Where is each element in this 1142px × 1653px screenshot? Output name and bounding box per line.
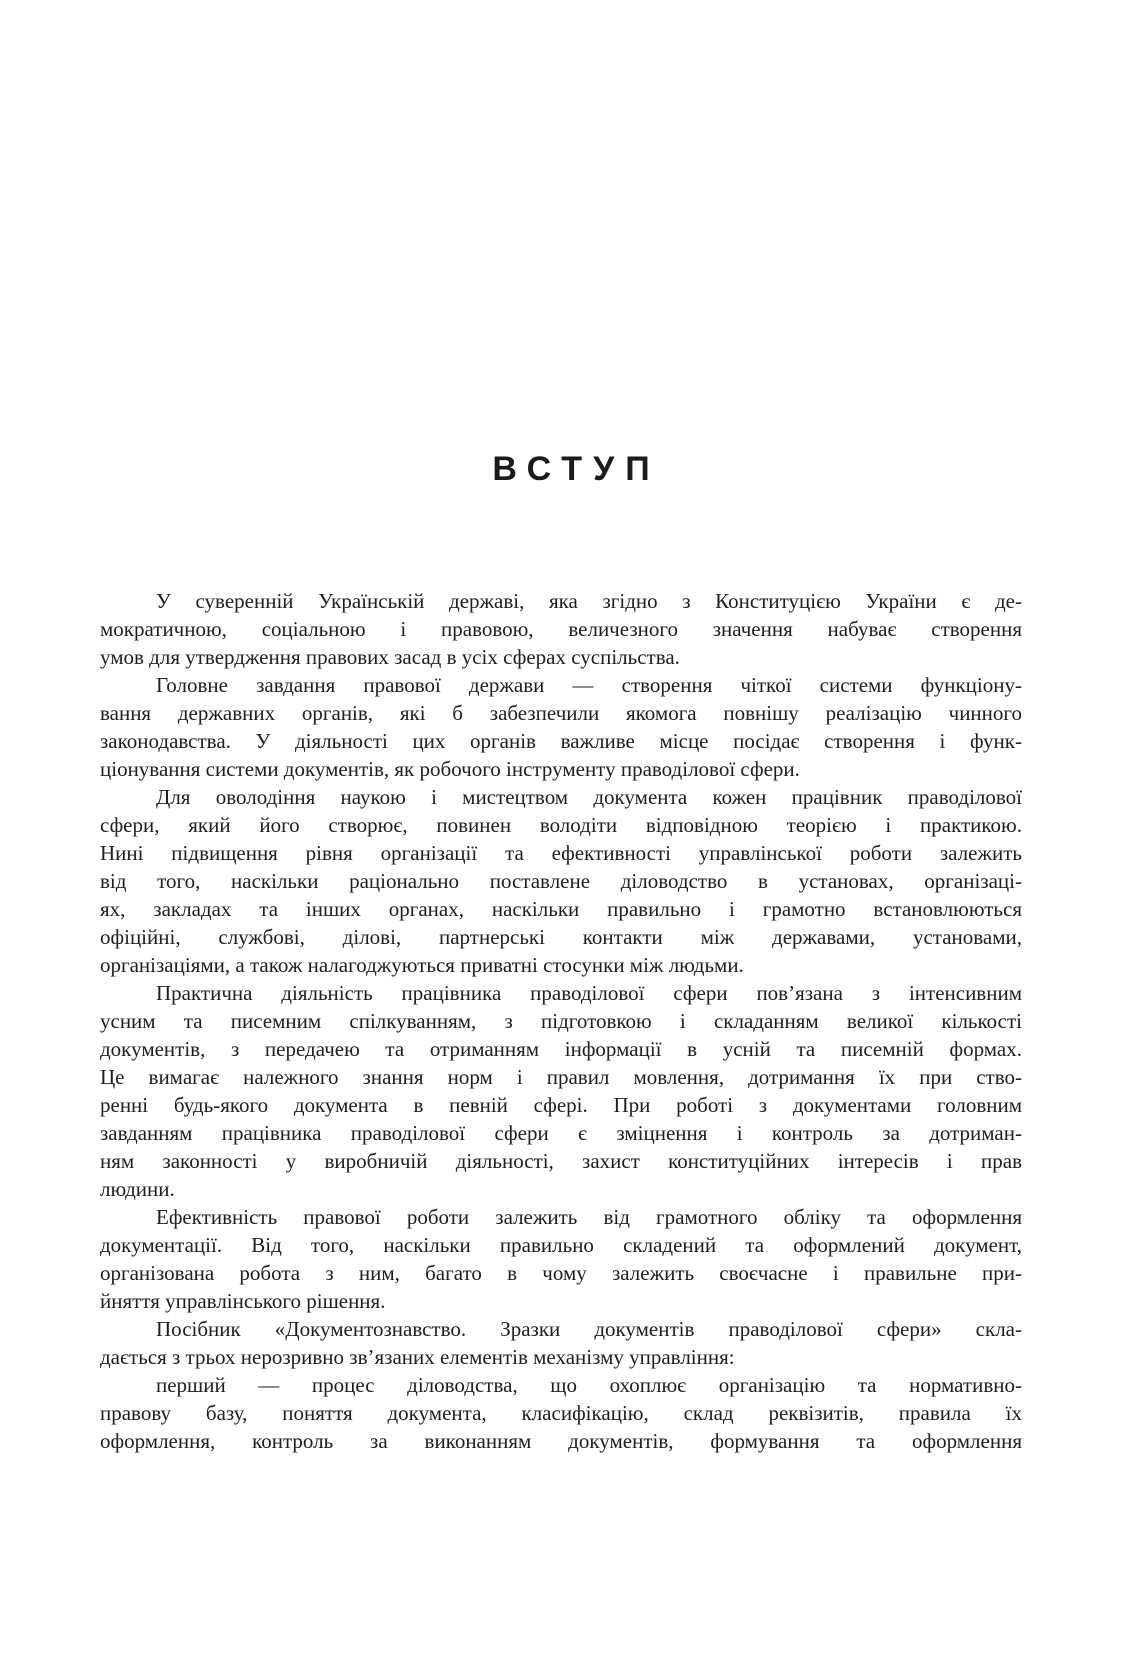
text-line: дається з трьох нерозривно зв’язаних елементів механізму управління: — [100, 1345, 735, 1369]
text-line: перший — процес діловодства, що охоплює організацію та нормативно- — [156, 1373, 1022, 1397]
text-line: завданням працівника праводілової сфери є зміцнення і контроль за дотриман- — [100, 1121, 1022, 1145]
paragraph — [100, 783, 1022, 979]
text-line: йняття управлінського рішення. — [100, 1289, 386, 1313]
text-line: правову базу, поняття документа, класифікацію, склад реквізитів, правила їх — [100, 1401, 1022, 1425]
text-line: документів, з передачею та отриманням інформації в усній та писемній формах. — [100, 1037, 1022, 1061]
text-line: Це вимагає належного знання норм і правил мовлення, дотримання їх при ство- — [100, 1065, 1022, 1089]
text-line: сфери, який його створює, повинен володіти відповідною теорією і практикою. — [100, 813, 1022, 837]
paragraph — [100, 587, 1022, 671]
text-line: Нині підвищення рівня організації та ефективності управлінської роботи залежить — [100, 841, 1022, 865]
paragraph — [100, 1315, 1022, 1371]
paragraph — [100, 1371, 1022, 1455]
text-line: Посібник «Документознавство. Зразки документів праводілової сфери» скла- — [156, 1317, 1022, 1341]
text-line: організована робота з ним, багато в чому залежить своєчасне і правильне при- — [100, 1261, 1022, 1285]
paragraph — [100, 979, 1022, 1203]
text-line: мократичною, соціальною і правовою, величезного значення набуває створення — [100, 617, 1022, 641]
text-line: від того, наскільки раціонально поставлене діловодство в установах, організаці- — [100, 869, 1022, 893]
paragraph — [100, 671, 1022, 783]
text-line: вання державних органів, які б забезпечили якомога повнішу реалізацію чинного — [100, 701, 1022, 725]
text-line: законодавства. У діяльності цих органів важливе місце посідає створення і функ- — [100, 729, 1022, 753]
text-line: офіційні, службові, ділові, партнерські контакти між державами, установами, — [100, 925, 1022, 949]
text-line: ренні будь-якого документа в певній сфері. При роботі з документами головним — [100, 1093, 1022, 1117]
text-line: людини. — [100, 1177, 175, 1201]
text-line: Головне завдання правової держави — створення чіткої системи функціону- — [156, 673, 1022, 697]
text-line: У суверенній Українській державі, яка згідно з Конституцією України є де- — [156, 589, 1022, 613]
text-line: організаціями, а також налагоджуються приватні стосунки між людьми. — [100, 953, 744, 977]
text-line: Практична діяльність працівника праводілової сфери пов’язана з інтенсивним — [156, 981, 1022, 1005]
text-line: Для оволодіння наукою і мистецтвом документа кожен працівник праводілової — [156, 785, 1022, 809]
text-line: документації. Від того, наскільки правильно складений та оформлений документ, — [100, 1233, 1022, 1257]
page-title: ВСТУП — [492, 450, 661, 488]
text-line: усним та писемним спілкуванням, з підготовкою і складанням великої кількості — [100, 1009, 1022, 1033]
paragraph — [100, 1203, 1022, 1315]
text-line: ням законності у виробничій діяльності, захист конституційних інтересів і прав — [100, 1149, 1022, 1173]
text-line: умов для утвердження правових засад в усіх сферах суспільства. — [100, 645, 680, 669]
text-line: ціонування системи документів, як робочого інструменту праводілової сфери. — [100, 757, 800, 781]
text-line: ях, закладах та інших органах, наскільки правильно і грамотно встановлюються — [100, 897, 1022, 921]
text-line: оформлення, контроль за виконанням документів, формування та оформлення — [100, 1429, 1022, 1453]
page-body — [100, 587, 1022, 1455]
text-line: Ефективність правової роботи залежить від грамотного обліку та оформлення — [156, 1205, 1022, 1229]
